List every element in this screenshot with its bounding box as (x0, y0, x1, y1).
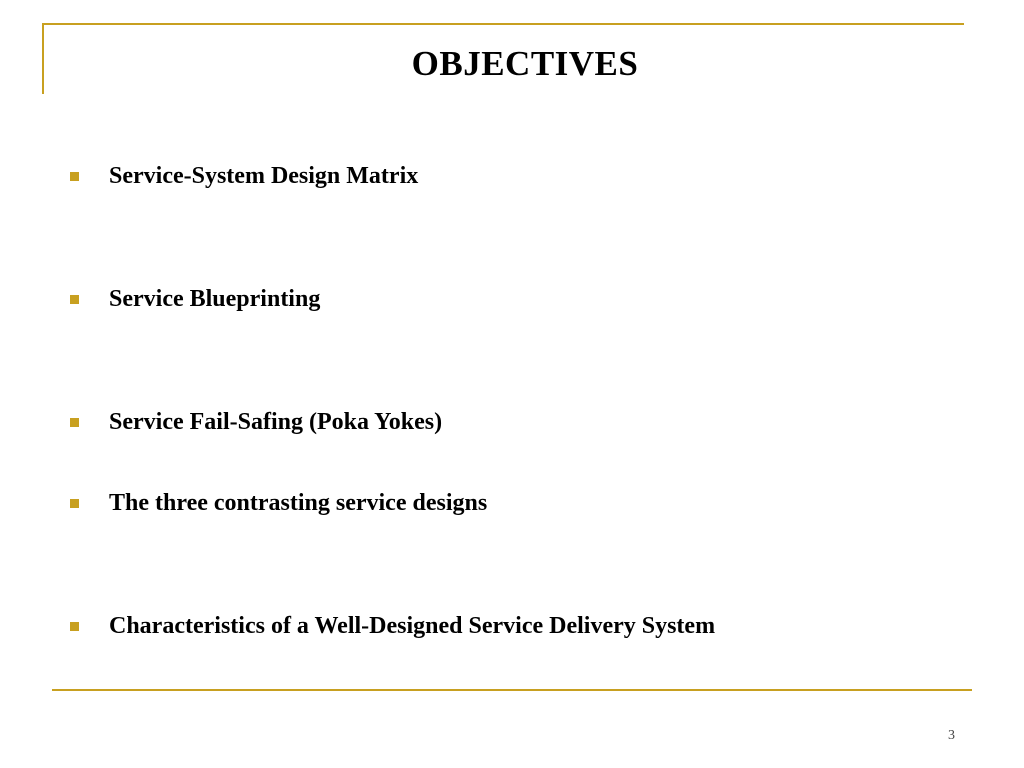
bullet-item (70, 407, 442, 437)
bullet-text: The three contrasting service designs (109, 489, 488, 516)
bullet-item (70, 488, 487, 518)
bullet-text: Service Blueprinting (109, 285, 321, 312)
bullet-text: Service Fail-Safing (Poka Yokes) (109, 408, 443, 435)
bullet-text: Service-System Design Matrix (109, 162, 419, 189)
bullet-item (70, 611, 715, 641)
bottom-border-line (52, 689, 972, 691)
square-bullet-icon (70, 418, 79, 427)
page-number: 3 (948, 728, 955, 743)
bullet-item (70, 284, 320, 314)
square-bullet-icon (70, 499, 79, 508)
square-bullet-icon (70, 295, 79, 304)
top-border-line (42, 23, 964, 25)
square-bullet-icon (70, 172, 79, 181)
bullet-item (70, 161, 418, 191)
slide-title: OBJECTIVES (411, 44, 639, 83)
square-bullet-icon (70, 622, 79, 631)
bullet-text: Characteristics of a Well-Designed Service Delivery System (109, 612, 716, 639)
